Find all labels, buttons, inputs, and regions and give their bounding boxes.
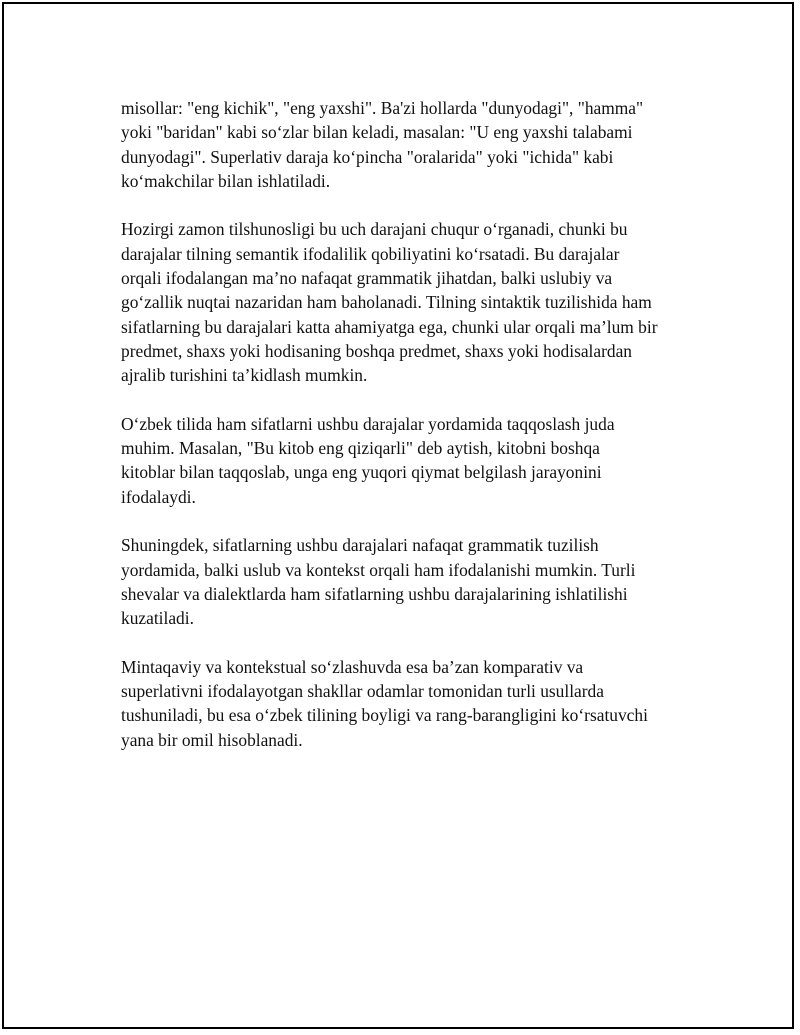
paragraph-superlative-examples: misollar: "eng kichik", "eng yaxshi". Ba'zi hollarda "dunyodagi", "hamma" yoki "baridan" kabi so‘zlar bilan keladi, masalan: "U eng yaxshi talabami dunyodagi". Superlativ daraja ko‘pincha "oralarida" yoki "ichida" kabi ko‘makchilar bilan ishlatiladi. [121,98,644,191]
page-frame [2,2,794,1029]
paragraph-modern-linguistics: Hozirgi zamon tilshunosligi bu uch darajani chuqur o‘rganadi, chunki bu darajalar tilning semantik ifodalilik qobiliyatini ko‘rsatadi. Bu darajalar orqali ifodalangan ma’no nafaqat grammatik jihatdan, balki uslubiy va go‘zallik nuqtai nazaridan ham baholanadi. Tilning sintaktik tuzilishida ham sifatlarning bu darajalari katta ahamiyatga ega, chunki ular orqali ma’lum bir predmet, shaxs yoki hodisaning boshqa predmet, shaxs yoki hodisalardan ajralib turishini ta’kidlash mumkin. [121,219,658,386]
paragraph-uzbek-comparison: O‘zbek tilida ham sifatlarni ushbu darajalar yordamida taqqoslash juda muhim. Masalan, "Bu kitob eng qiziqarli" deb aytish, kitobni boshqa kitoblar bilan taqqoslab, unga eng yuqori qiymat belgilash jarayonini ifodalaydi. [121,413,615,507]
paragraph-regional-speech: Mintaqaviy va kontekstual so‘zlashuvda esa ba’zan komparativ va superlativni ifodalayotgan shakllar odamlar tomonidan turli usullarda tushuniladi, bu esa o‘zbek tilining boyligi va rang-barangligini ko‘rsatuvchi yana bir omil hisoblanadi. [121,656,648,750]
document-body [121,96,701,776]
paragraph-style-context: Shuningdek, sifatlarning ushbu darajalari nafaqat grammatik tuzilish yordamida, balki uslub va kontekst orqali ham ifodalanishi mumkin. Turli shevalar va dialektlarda ham sifatlarning ushbu darajalarining ishlatilishi kuzatiladi. [121,535,636,629]
